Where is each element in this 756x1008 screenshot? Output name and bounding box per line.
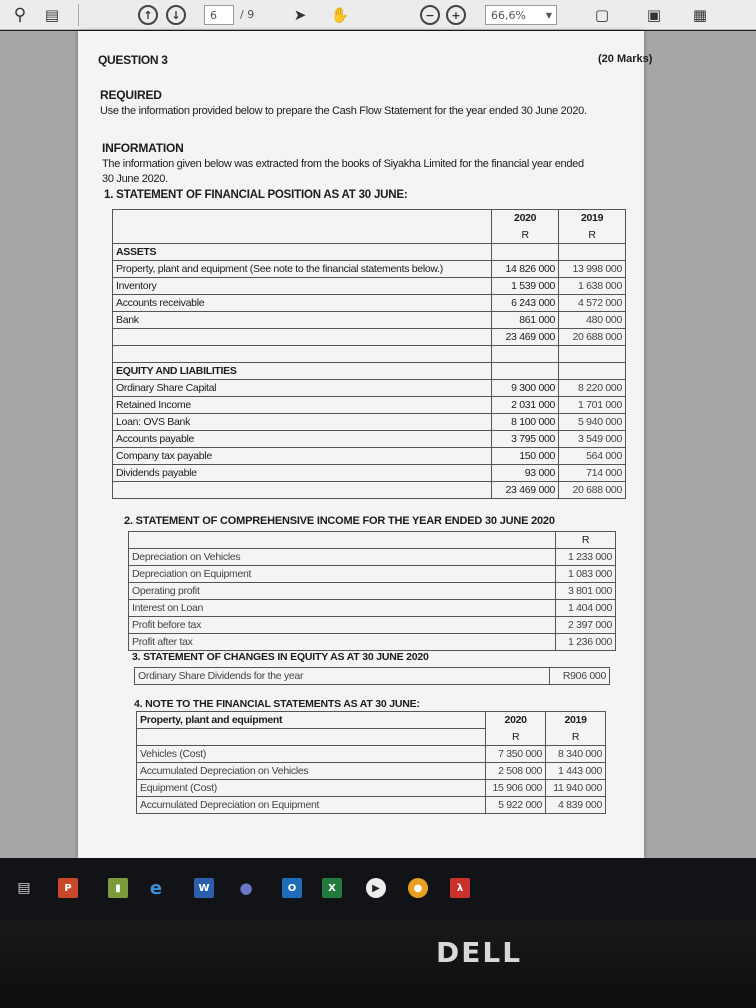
information-heading: INFORMATION [102, 141, 184, 155]
media-player-icon[interactable]: ▶ [366, 878, 386, 898]
currency-2019: R [559, 227, 626, 244]
zoom-level-select[interactable] [485, 5, 557, 25]
changes-in-equity-table [134, 667, 610, 685]
equity-liabilities-heading: EQUITY AND LIABILITIES [113, 363, 492, 380]
row-label: Depreciation on Vehicles [129, 549, 556, 566]
previous-page-icon[interactable]: ↑ [138, 5, 158, 25]
row-label: Accumulated Depreciation on Vehicles [137, 763, 486, 780]
table-row [113, 414, 626, 431]
zoom-level-value: 66,6% [491, 8, 526, 22]
file-explorer-icon[interactable]: ▮ [108, 878, 128, 898]
table-row [113, 295, 626, 312]
financial-position-table [112, 209, 626, 499]
value-2020: 9 300 000 [492, 380, 559, 397]
row-label: Interest on Loan [129, 600, 556, 617]
value-2019: 3 549 000 [559, 431, 626, 448]
print-icon[interactable]: ▤ [44, 6, 60, 24]
value-2019: 714 000 [559, 465, 626, 482]
select-cursor-icon[interactable]: ➤ [293, 6, 307, 24]
currency-2020: R [492, 227, 559, 244]
value-2020: 14 826 000 [492, 261, 559, 278]
section4-title: 4. NOTE TO THE FINANCIAL STATEMENTS AS AT 30 JUNE: [134, 698, 420, 710]
table-row [129, 617, 616, 634]
table-row [113, 380, 626, 397]
required-text: Use the information provided below to prepare the Cash Flow Statement for the year ended 30 June 2020. [100, 105, 587, 117]
comprehensive-income-table [128, 531, 616, 651]
marks-label: (20 Marks) [598, 53, 653, 65]
row-label: Bank [113, 312, 492, 329]
row-label: Profit before tax [129, 617, 556, 634]
pdf-page [78, 31, 653, 858]
table-row [137, 780, 606, 797]
row-label: Operating profit [129, 583, 556, 600]
table-row [129, 566, 616, 583]
value-2019: 4 572 000 [559, 295, 626, 312]
row-label: Equipment (Cost) [137, 780, 486, 797]
row-label: Depreciation on Equipment [129, 566, 556, 583]
page-count: / 9 [240, 8, 255, 21]
monitor-brand-logo: DELL [436, 936, 523, 969]
assets-heading: ASSETS [113, 244, 492, 261]
question-title: QUESTION 3 [98, 53, 168, 67]
document-viewer[interactable] [0, 31, 756, 858]
row-label: Property, plant and equipment (See note to the financial statements below.) [113, 261, 492, 278]
next-page-icon[interactable]: ↓ [166, 5, 186, 25]
row-label: Accumulated Depreciation on Equipment [137, 797, 486, 814]
row-value: R906 000 [550, 668, 610, 685]
value-2020: 7 350 000 [486, 746, 546, 763]
value-2019: 13 998 000 [559, 261, 626, 278]
task-view-icon[interactable]: ▤ [17, 880, 31, 896]
value-2019: 4 839 000 [546, 797, 606, 814]
hand-tool-icon[interactable]: ✋ [330, 6, 350, 24]
row-label: Dividends payable [113, 465, 492, 482]
equity-total-2020: 23 469 000 [492, 482, 559, 499]
value-2020: 93 000 [492, 465, 559, 482]
fit-page-icon[interactable]: ▢ [594, 6, 610, 24]
outlook-label: O [287, 882, 297, 894]
row-label: Loan: OVS Bank [113, 414, 492, 431]
assets-total-row [113, 329, 626, 346]
value-2019: 8 220 000 [559, 380, 626, 397]
value-2020: 15 906 000 [486, 780, 546, 797]
section2-title: 2. STATEMENT OF COMPREHENSIVE INCOME FOR THE YEAR ENDED 30 JUNE 2020 [124, 515, 555, 527]
row-label: Profit after tax [129, 634, 556, 651]
note-heading: Property, plant and equipment [137, 712, 486, 729]
row-value: 3 801 000 [556, 583, 616, 600]
table-row [113, 448, 626, 465]
table-row [137, 746, 606, 763]
value-2020: 5 922 000 [486, 797, 546, 814]
row-value: 2 397 000 [556, 617, 616, 634]
chevron-down-icon: ▼ [545, 10, 552, 20]
outlook-icon[interactable] [282, 878, 302, 898]
word-icon[interactable] [194, 878, 214, 898]
value-2020: 3 795 000 [492, 431, 559, 448]
taskbar [0, 858, 756, 920]
table-row [113, 312, 626, 329]
value-2019: 480 000 [559, 312, 626, 329]
table-row [113, 278, 626, 295]
section3-title: 3. STATEMENT OF CHANGES IN EQUITY AS AT 30 JUNE 2020 [132, 651, 429, 663]
row-label: Accounts payable [113, 431, 492, 448]
ppe-note-table [136, 711, 606, 814]
value-2019: 1 701 000 [559, 397, 626, 414]
zoom-in-icon[interactable]: + [446, 5, 466, 25]
zoom-out-icon[interactable]: − [420, 5, 440, 25]
row-label: Ordinary Share Capital [113, 380, 492, 397]
value-2019: 11 940 000 [546, 780, 606, 797]
powerpoint-icon[interactable] [58, 878, 78, 898]
value-2020: 8 100 000 [492, 414, 559, 431]
edge-browser-icon[interactable]: e [149, 877, 163, 899]
table-row [135, 668, 610, 685]
col-header-2019: 2019 [546, 712, 606, 729]
acrobat-reader-icon[interactable]: λ [450, 878, 470, 898]
equity-total-row [113, 482, 626, 499]
search-icon[interactable]: ⚲ [13, 5, 27, 25]
information-text-line2: 30 June 2020. [102, 173, 168, 185]
row-label: Retained Income [113, 397, 492, 414]
assets-total-2019: 20 688 000 [559, 329, 626, 346]
table-row [137, 797, 606, 814]
fullscreen-icon[interactable]: ▦ [692, 6, 708, 24]
powerpoint-label: P [64, 882, 72, 894]
value-2020: 150 000 [492, 448, 559, 465]
table-row [113, 261, 626, 278]
value-2019: 8 340 000 [546, 746, 606, 763]
value-2019: 1 638 000 [559, 278, 626, 295]
table-row [113, 431, 626, 448]
row-label: Company tax payable [113, 448, 492, 465]
row-value: 1 404 000 [556, 600, 616, 617]
currency-2019: R [546, 729, 606, 746]
col-header-2020: 2020 [492, 210, 559, 227]
excel-label: X [328, 882, 336, 894]
required-heading: REQUIRED [100, 88, 162, 102]
table-row [129, 583, 616, 600]
information-text-line1: The information given below was extracted from the books of Siyakha Limited for the financial year ended [102, 158, 584, 170]
page-number-input[interactable]: 6 [204, 5, 234, 25]
value-2020: 6 243 000 [492, 295, 559, 312]
assets-total-2020: 23 469 000 [492, 329, 559, 346]
value-2019: 1 443 000 [546, 763, 606, 780]
fit-width-icon[interactable]: ▣ [646, 6, 662, 24]
value-2020: 861 000 [492, 312, 559, 329]
row-label: Vehicles (Cost) [137, 746, 486, 763]
table-row [137, 763, 606, 780]
value-2020: 2 031 000 [492, 397, 559, 414]
monitor-bezel [0, 920, 756, 1008]
value-2020: 2 508 000 [486, 763, 546, 780]
col-header-2019: 2019 [559, 210, 626, 227]
row-value: 1 083 000 [556, 566, 616, 583]
table-row [129, 634, 616, 651]
table-row [113, 465, 626, 482]
row-label: Inventory [113, 278, 492, 295]
col-header-2020: 2020 [486, 712, 546, 729]
table-row [129, 549, 616, 566]
currency-2020: R [486, 729, 546, 746]
excel-icon[interactable] [322, 878, 342, 898]
teams-icon[interactable]: ● [239, 879, 253, 897]
row-label: Ordinary Share Dividends for the year [135, 668, 550, 685]
chrome-icon[interactable]: ● [408, 878, 428, 898]
section1-title: 1. STATEMENT OF FINANCIAL POSITION AS AT 30 JUNE: [104, 189, 408, 201]
currency-header: R [556, 532, 616, 549]
pdf-toolbar [0, 0, 756, 30]
word-label: W [198, 882, 210, 894]
table-row [113, 397, 626, 414]
value-2020: 1 539 000 [492, 278, 559, 295]
row-value: 1 233 000 [556, 549, 616, 566]
row-value: 1 236 000 [556, 634, 616, 651]
value-2019: 564 000 [559, 448, 626, 465]
value-2019: 5 940 000 [559, 414, 626, 431]
table-row [129, 600, 616, 617]
row-label: Accounts receivable [113, 295, 492, 312]
equity-total-2019: 20 688 000 [559, 482, 626, 499]
